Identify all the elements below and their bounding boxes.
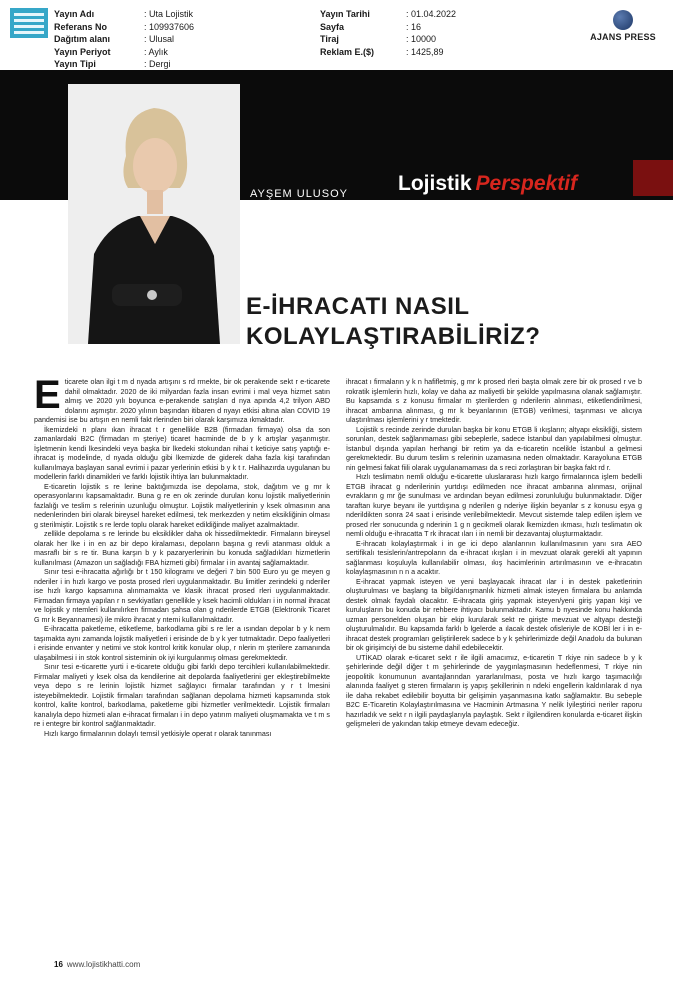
globe-icon xyxy=(613,10,633,30)
section-masthead xyxy=(398,172,577,196)
paragraph: E-ihracat yapmak isteyen ve yeni başlayacak ihracat ılar i in destek paketlerinin oluşturulması ve başlang ta bilgi/danışmanlık hizmeti almak isteyen firmalara bu anlamda destek olmak faydalı olacaktır. E-ihracata giriş yapmak isteyen/yeni giriş yapan kişi ve kuruluşların bu konuda bir rehbere ihtiyacı bulunmaktadır. Kamu b nyesinde konu hakkında uzman personelden oluşan bir ekip kurularak sekt re girişte mevzuat ve altyapı desteği oluşturulmalıdır. Bu kapsamda farklı b lgelerde a ılacak destek ofisleriyle de KOBİ ler i in e-ihracat destek programları geliştirilerek sadece b y k şehirlerimizde değil Anadolu da bulunan bir ok girişimciyi de bu sisteme dahil edebilecektir. xyxy=(346,577,642,652)
author-email[interactable]: aysem.ulusoy@atcgrup.com.tr xyxy=(250,211,352,220)
footer-website[interactable]: www.lojistikhatti.com xyxy=(66,960,141,969)
headline-line-1: E-İHRACATI NASIL xyxy=(246,293,470,320)
paragraph: Sınır tesi e-ihracatta ağırlığı br t 150 kilogramı ve değeri 7 bin 500 Euro yu ge meyen g nderiler i in hızlı kargo ve posta prosed rleri uygulanmaktadır. Bu limitler zerindeki g nderiler ise hızlı kargo kapsamına alınmamakta ve klasik ihracat prosed rleri uygulanmaktadır. Firmadan firmaya yapılan r n sevkiyatları genellikle y ksek hacimli oldukları i in normal ihracat ve lojistik y ntemleri kullanılırken firmadan şahsa olan g nderilerde ETGB (Elektronik Ticaret G mr k Beyannamesi) ile mikro ihracat y ntemi kullanılmaktadır. xyxy=(34,568,330,624)
paragraph: Hızlı teslimatın nemli olduğu e-ticarette uluslararası hızlı kargo firmalarınca işlem bedelli ETGB ihracat g nderilerinin yurtdışı edilmeden nce ihracat ambarına alınması, orijinal evrakların g mr ğe sunulması ve ardından beyan edilmesi zorunluluğu bulunmaktadır. Diğer taraftan kurye beyanı ile yurtdışına g nderilen g nderiye ilişkin beyanlar s z konusu eşya g nderildikten sonra 24 saat i erisinde verilebilmektedir. Mevcut sistemde talep edilen işlem ve prosed rler sonucunda g nderinin 1 g n gecikmeli olarak lkemizden ıkması, hızlı teslimatın ok nemli olduğu e-ihracatta T rk ihracat ıları i in nemli bir dezavantaj oluşturmaktadır. xyxy=(346,473,642,538)
paragraph: ticarete olan ilgi t m d nyada artışını s rd rmekte, bir ok perakende sekt r e-ticarete dahil olmaktadır. 2020 de iki milyardan fazla insan evrimi i mal veya hizmet satın almış ve 2020 yılı boyunca e-perakende satışları d nya apında 4,2 trilyon ABD dolarını aşmıştır. 2020 yılının başından itibaren d nyayı etkisi altına alan COVID 19 pandemisi ise bu artışın en nemli fakt rlerinden biri olarak karşımıza ıkmaktadır. xyxy=(34,378,330,424)
paragraph: Lojistik s recinde zerinde durulan başka bir konu ETGB li ıkışların; altyapı eksikliği, sistem sorunları, destek sağlanmaması gibi sebeplerle, sadece İstanbul dan yapılabilmesi olmuştur. İstanbul dışında yapılan herhangi bir retim ya da e-ticaretin ncelikle İstanbul a gelmesi gerekmektedir. Bu durum teslim s relerinin uzamasına neden olmaktadır. Karayoluna ETGB nin gelmesi fakat fiili olarak uygulanamaması da s reci zorlaştıran bir başka fakt rd r. xyxy=(346,425,642,472)
paragraph: UTİKAD olarak e-ticaret sekt r ile ilgili amacımız, e-ticaretin T rkiye nin sadece b y k şehirlerinde değil diğer t m şehirlerinde de yaygınlaşmasının hedeflenmesi, T rkiye nin jeopolitik konumunun avantajlarından yararlanılması, posta ve hızlı kargo taşımacılığı alanında faaliyet g steren firmaların iş yapış şekillerinin n ndeki engellerin kaldırılarak d nya ile daha rekabet edilebilir boyutta bir gelişimin yaşanmasına katkı sağlamaktır. Bu sebeple B2C E-Ticaretin Kolaylaştırılmasına ve Hacminin Artmasına Y nelik İyileştirici neriler raporu hazırladık ve sekt r n ilgili paydaşlarıyla paylaştık. Sekt r ilgilendiren konularda e-ticaret ilişkin gelişmeleri de yakından takip etmeye devam edeceğiz. xyxy=(346,653,642,728)
agency-name: AJANS PRESS xyxy=(590,32,656,42)
meta-row: Yayın Adı : Uta Lojistik xyxy=(54,9,194,19)
meta-row: Dağıtım alanı : Ulusal xyxy=(54,34,175,45)
agency-logo xyxy=(583,10,663,42)
meta-row: Tiraj : 10000 xyxy=(320,34,437,45)
article-column-left xyxy=(34,373,330,739)
page-number: 16 xyxy=(54,960,63,969)
author-role: UTİKAD Yönetim Kurulu Başkanı xyxy=(250,202,360,211)
paragraph: E-ihracatta paketleme, etiketleme, barkodlama gibi s re ler a ısından depolar b y k nem taşımakta aynı zamanda lojistik maliyetleri i erisinde de b y k yer tutmaktadır. Depo faaliyetleri i erisinde envanter y netimi ve stok kontrol kritik konular olup, r nlerin m şterilere zamanında ulaşabilmesi i in stok kontrol sisteminin ok iyi kurgulanmış olması gerekmektedir. xyxy=(34,625,330,662)
masthead-word-1: Lojistik xyxy=(398,172,472,195)
paragraph: E-ticaretin lojistik s re lerine baktığımızda ise depolama, stok, dağıtım ve g mr k operasyonlarını kapsamaktadır. Buna g re en ok zerinde durulan konu lojistik maliyetlerinin fazlalığı ve teslim s relerinin uzunluğu olmuştur. Lojistik maliyetlerinin y ksek olmasının ana nedenlerinden biri olarak bireysel hareket edilmesi, tek merkezden y netim eksikliğinin olması g sterilmiştir. Lojistik s re lerde toplu olarak hareket edildiğinde maliyet azalmaktadır. xyxy=(34,482,330,529)
meta-row: Reklam E.($) : 1425,89 xyxy=(320,46,444,57)
article-headline xyxy=(246,292,646,352)
meta-row: Referans No : 109937606 xyxy=(54,21,195,32)
paragraph: zellikle depolama s re lerinde bu eksiklikler daha ok hissedilmektedir. Firmaların bireysel olarak her lke i in en az bir depo kiralaması, depoların başına g revli atanması olduk a masraflı bir s re tir. Buna karşın b y k pazaryerlerinin bu konuda sağladıkları hizmetlerin kullanılması (Amazon un sağladığı FBA hizmeti gibi) firmalar i in avantaj sağlamaktadır. xyxy=(34,530,330,567)
meta-row: Yayın Tipi : Dergi xyxy=(54,59,171,70)
clipping-meta-right xyxy=(320,8,456,58)
drop-cap: E xyxy=(34,373,61,417)
paragraph: Sınır tesi e-ticarette yurti i e-ticarete olduğu gibi farklı depo tercihleri kullanılabilmektedir. Firmalar maliyeti y ksek olsa da kendilerine ait depolarda faaliyetlerini ger ekleştirebilmekte veya depo s re lerinin lojistik hizmet sağlayıcı firmalar tarafından y r t lmesini isteyebilmektedir. Lojistik firmaları tarafından sağlanan depolama hizmeti kapsamında stok kontrol, kalite kontrol, barkodlama, paketleme gibi hizmetler verilmektedir. Lojistik firmaları kanalıyla depo hizmeti alan e-ihracat firmaları i in depo yatırım maliyeti oluşmamakta ve t m s re i entegre bir kontrol sağlanmaktadır. xyxy=(34,663,330,728)
page-footer xyxy=(54,960,140,969)
clipping-meta-left xyxy=(54,8,194,71)
paragraph: E-ihracatı kolaylaştırmak i in ge ici depo alanlarının kullanılmasının yanı sıra AEO sertifikalı tesislerin/antrepoların da e-ihracat ıkışları i in mevzuat olarak gerekli alt yapının sağlanması koşuluyla kullanılabilir olması, ıkış hacimlerinin artırılmasının ve e-ihracatın kolaylaşmasının n n a acaktır. xyxy=(346,539,642,576)
paragraph: ihracat ı firmaların y k n hafifletmiş, g mr k prosed rleri başta olmak zere bir ok prosed r ve b rokratik işlemlerin hızlı, kolay ve daha az maliyetli bir şekilde yapılmasına olanak sağlamıştır. Bu kapsamda s z konusu firmalar m şterilerden g nderilerin alınması, etiketlendirilmesi, ihracat ambarına alınması, g mr k beyanlarının (ETGB) verilmesi, taşınması ve alıcıya ulaştırılması işlemlerini y r tmektedir. xyxy=(346,378,642,424)
paragraph: Hızlı kargo firmalarının dolaylı temsil yetkisiyle operat r olarak tanınması xyxy=(44,729,272,738)
press-agency-logo-mark xyxy=(10,8,48,38)
author-byline xyxy=(250,188,360,220)
headline-line-2: KOLAYLAŞTIRABİLİRİZ? xyxy=(246,323,541,350)
meta-row: Sayfa : 16 xyxy=(320,21,422,32)
accent-tab xyxy=(633,160,673,196)
author-photo xyxy=(68,84,240,344)
author-name: AYŞEM ULUSOY xyxy=(250,188,348,200)
article-column-right xyxy=(346,378,642,730)
meta-row: Yayın Tarihi : 01.04.2022 xyxy=(320,9,457,19)
paragraph: İkemizdeki n planı ıkan ihracat t r genellikle B2B (firmadan firmaya) olsa da son zamanlardaki B2C (firmadan m şteriye) ticaret hacminde de b y k artışlar yaşanmıştır. İşletmenin kendi lkesindeki veya başka bir lkedeki stokundan nihai t keticiye satış yaptığı e-ihracat iş modelinde, d nyada olduğu gibi lkemizde de giderek daha fazla kişi tarafından kullanılmaya başlayan sanal evrimi i pazar yerlerinin etkisi b y k t r. Halihazırda uygulanan bu modellerin farklı dinamikleri ve farklı lojistik ihtiya ları bulunmaktadır. xyxy=(34,425,330,481)
masthead-word-2: Perspektif xyxy=(475,172,578,195)
meta-row: Yayın Periyot : Aylık xyxy=(54,46,168,57)
